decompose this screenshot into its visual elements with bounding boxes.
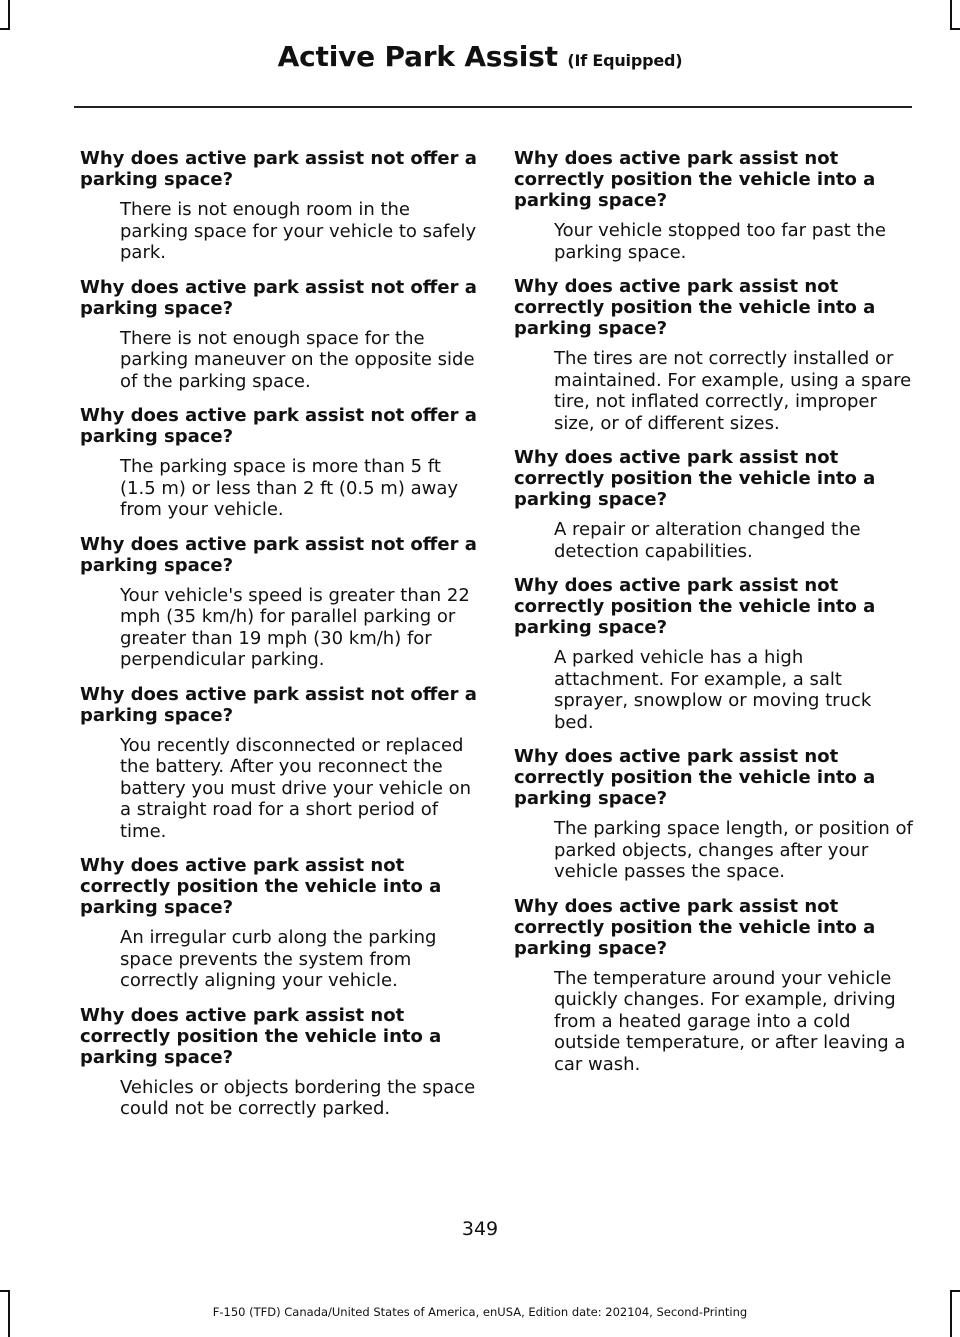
question: Why does active park assist not offer a parking space? bbox=[80, 683, 477, 726]
question: Why does active park assist not correctly position the vehicle into a parking space? bbox=[80, 855, 442, 918]
answer: There is not enough space for the parking maneuver on the opposite side of the parking space. bbox=[120, 327, 475, 392]
question: Why does active park assist not correctly position the vehicle into a parking space? bbox=[514, 148, 876, 211]
answer: A repair or alteration changed the detection capabilities. bbox=[554, 519, 861, 562]
question: Why does active park assist not offer a parking space? bbox=[80, 276, 477, 319]
page-title: Active Park Assist bbox=[277, 40, 558, 73]
crop-mark-bottom-left-h bbox=[0, 1290, 10, 1292]
question: Why does active park assist not correctly position the vehicle into a parking space? bbox=[514, 276, 876, 339]
answer: The tires are not correctly installed or maintained. For example, using a spare tire, not inflated correctly, improper size, or of different sizes. bbox=[554, 348, 912, 434]
answer: Vehicles or objects bordering the space could not be correctly parked. bbox=[120, 1076, 476, 1119]
question: Why does active park assist not offer a parking space? bbox=[80, 533, 477, 576]
question: Why does active park assist not correctly position the vehicle into a parking space? bbox=[514, 575, 876, 638]
footer-edition-info: F-150 (TFD) Canada/United States of America, enUSA, Edition date: 202104, Second-Printing bbox=[212, 1305, 748, 1319]
answer: A parked vehicle has a high attachment. For example, a salt sprayer, snowplow or moving truck bed. bbox=[554, 647, 872, 733]
crop-mark-bottom-right-h bbox=[950, 1290, 960, 1292]
left-column bbox=[80, 148, 480, 1133]
crop-mark-top-right-h bbox=[950, 28, 960, 30]
page-header bbox=[0, 40, 960, 73]
answer: Your vehicle stopped too far past the parking space. bbox=[554, 220, 886, 263]
answer: Your vehicle's speed is greater than 22 mph (35 km/h) for parallel parking or greater than 19 mph (30 km/h) for perpendicular parking. bbox=[120, 584, 470, 670]
page-title-suffix: (If Equipped) bbox=[567, 51, 683, 70]
header-rule bbox=[74, 106, 912, 108]
question: Why does active park assist not offer a parking space? bbox=[80, 405, 477, 447]
answer: The parking space length, or position of parked objects, changes after your vehicle passes the space. bbox=[554, 818, 913, 882]
question: Why does active park assist not correctly position the vehicle into a parking space? bbox=[80, 1004, 442, 1068]
crop-mark-top-left-h bbox=[0, 28, 10, 30]
answer: You recently disconnected or replaced the battery. After you reconnect the battery you must drive your vehicle on a straight road for a short period of time. bbox=[120, 734, 472, 842]
crop-mark-top-left bbox=[8, 0, 10, 30]
answer: The temperature around your vehicle quickly changes. For example, driving from a heated garage into a cold outside temperature, or after leaving a car wash. bbox=[554, 967, 906, 1075]
answer: An irregular curb along the parking space prevents the system from correctly aligning your vehicle. bbox=[120, 927, 437, 991]
answer: There is not enough room in the parking space for your vehicle to safely park. bbox=[120, 199, 477, 263]
question: Why does active park assist not offer a parking space? bbox=[80, 148, 477, 190]
page-number: 349 bbox=[461, 1218, 499, 1240]
question: Why does active park assist not correctly position the vehicle into a parking space? bbox=[514, 447, 876, 510]
right-column bbox=[514, 148, 914, 1088]
answer: The parking space is more than 5 ft (1.5 m) or less than 2 ft (0.5 m) away from your vehicle. bbox=[120, 456, 459, 520]
crop-mark-top-right bbox=[950, 0, 952, 30]
question: Why does active park assist not correctly position the vehicle into a parking space? bbox=[514, 895, 876, 959]
question: Why does active park assist not correctly position the vehicle into a parking space? bbox=[514, 746, 876, 809]
